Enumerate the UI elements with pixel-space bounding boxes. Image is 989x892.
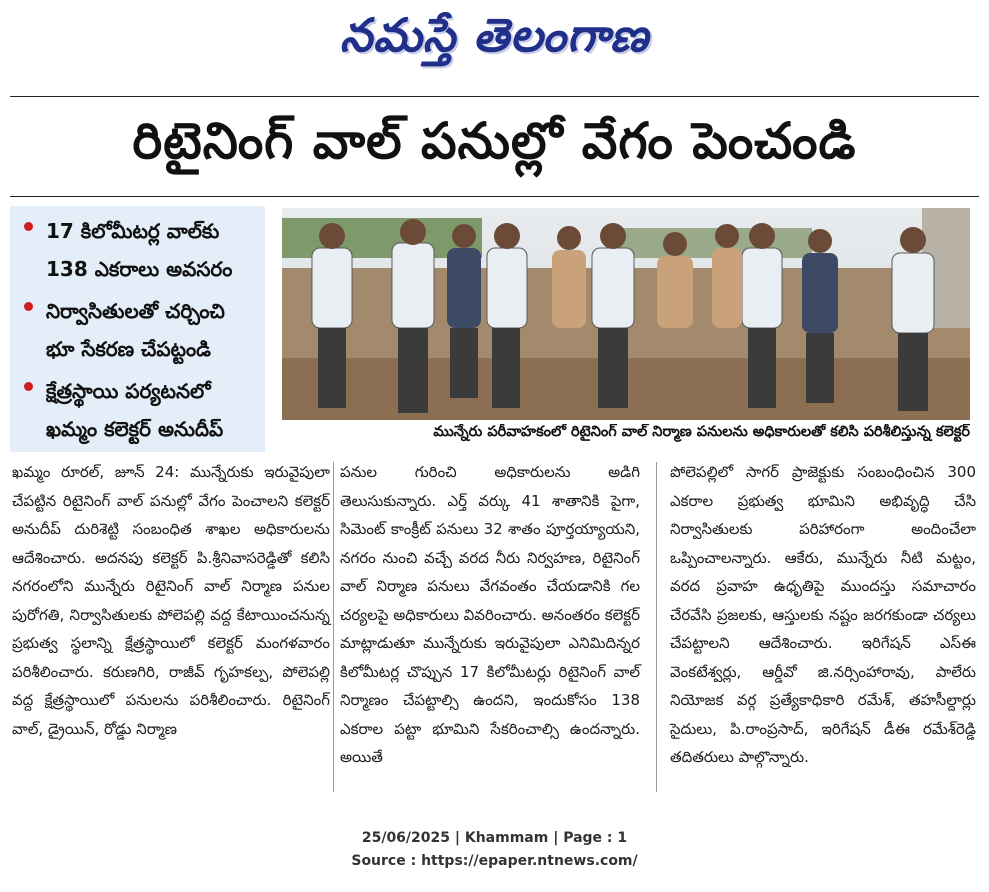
bullet-icon	[24, 382, 33, 391]
highlight-line: భూ సేకరణ చేపట్టండి	[46, 337, 211, 361]
bullet-icon	[24, 222, 33, 231]
highlight-line: నిర్వాసితులతో చర్చించి	[46, 299, 225, 323]
article-column-3	[670, 458, 976, 772]
source-link[interactable]: Source : https://epaper.ntnews.com/	[351, 853, 638, 869]
officials-inspection-photo	[282, 208, 970, 420]
highlight-line: ఖమ్మం కలెక్టర్ అనుదీప్	[46, 417, 224, 441]
article-headline: రిటైనింగ్ వాల్ పనుల్లో వేగం పెంచండి	[132, 112, 857, 170]
highlight-item	[20, 292, 257, 368]
newspaper-masthead	[0, 0, 989, 80]
headline-bottom-rule	[10, 196, 979, 197]
edition-info: 25/06/2025 | Khammam | Page : 1	[361, 830, 628, 846]
masthead-logo-text: నమస్తే తెలంగాణ	[339, 8, 650, 62]
article-text: పనుల గురించి అధికారులను అడిగి తెలుసుకున్నారు. ఎర్త్ వర్కు 41 శాతానికి పైగా, సిమెంట్ కాంక్రీట్ పనులు 32 శాతం పూర్తయ్యాయని, నగరం నుంచి వచ్చే వరద నీరు నిర్వహణ, రిటైనింగ్ వాల్ నిర్మాణ పనులు వేగవంతం చేయడానికి గల చర్యలపై అధికారులు వివరించారు. అనంతరం కలెక్టర్ మాట్లాడుతూ మున్నేరుకు ఇరువైపులా ఎనిమిదిన్నర కిలోమీటర్ల చొప్పున 17 కిలోమీటర్లు రిటైనింగ్ వాల్ నిర్మాణం చేపట్టాల్సి ఉందని, ఇందుకోసం 138 ఎకరాల పట్టా భూమిని సేకరించాల్సి ఉందన్నారు. అయితే	[340, 463, 640, 766]
highlight-item	[20, 212, 257, 288]
column-divider	[656, 462, 657, 792]
highlight-item	[20, 372, 257, 448]
article-column-2	[340, 458, 640, 772]
news-photo	[282, 208, 970, 420]
headline-top-rule	[10, 96, 979, 97]
photo-caption: మున్నేరు పరీవాహకంలో రిటైనింగ్ వాల్ నిర్మాణ పనులను అధికారులతో కలిసి పరిశీలిస్తున్న కలెక్టర్	[433, 424, 970, 440]
highlight-line: 138 ఎకరాలు అవసరం	[46, 257, 233, 281]
highlight-line: 17 కిలోమీటర్ల వాల్‌కు	[46, 219, 220, 243]
highlights-box	[10, 206, 265, 452]
article-column-1	[12, 458, 330, 743]
article-text: ఖమ్మం రూరల్, జూన్ 24: మున్నేరుకు ఇరువైపులా చేపట్టిన రిటైనింగ్ వాల్ పనుల్లో వేగం పెంచాలని కలెక్టర్ అనుదీప్ దురిశెట్టి సంబంధిత శాఖల అధికారులను ఆదేశించారు. అదనపు కలెక్టర్ పి.శ్రీనివాసరెడ్డితో కలిసి నగరంలోని మున్నేరు రిటైనింగ్ వాల్ నిర్మాణ పనుల పురోగతి, నిర్వాసితులకు పోలెపల్లి వద్ద కేటాయించనున్న ప్రభుత్వ స్థలాన్ని క్షేత్రస్థాయిలో కలెక్టర్ మంగళవారం పరిశీలించారు. కరుణగిరి, రాజీవ్ గృహకల్ప, పోలెపల్లి వద్ద క్షేత్రస్థాయిలో పనులను పరిశీలించారు. రిటైనింగ్ వాల్, డ్రైయిన్, రోడ్డు నిర్మాణ	[12, 463, 330, 738]
article-text: పోలెపల్లిలో సాగర్ ప్రాజెక్టుకు సంబంధించిన 300 ఎకరాల ప్రభుత్వ భూమిని అభివృద్ధి చేసి నిర్వాసితులకు పరిహారంగా అందించేలా ఒప్పించాలన్నారు. ఆకేరు, మున్నేరు నీటి మట్టం, వరద ప్రవాహ ఉధృతిపై ముందస్తు సమాచారం చేరవేసి ప్రజలకు, ఆస్తులకు నష్టం జరగకుండా చర్యలు చేపట్టాలని ఆదేశించారు. ఇరిగేషన్ ఎస్ఈ వెంకటేశ్వర్లు, ఆర్డీవో జి.నర్సింహారావు, పాలేరు నియోజక వర్గ ప్రత్యేకాధికారి రమేశ్, తహసీల్దార్లు సైదులు, పి.రాంప్రసాద్, ఇరిగేషన్ డీఈ రమేశ్‌రెడ్డి తదితరులు పాల్గొన్నారు.	[670, 463, 976, 766]
highlight-line: క్షేత్రస్థాయి పర్యటనలో	[46, 379, 211, 403]
column-divider	[333, 462, 334, 792]
bullet-icon	[24, 302, 33, 311]
